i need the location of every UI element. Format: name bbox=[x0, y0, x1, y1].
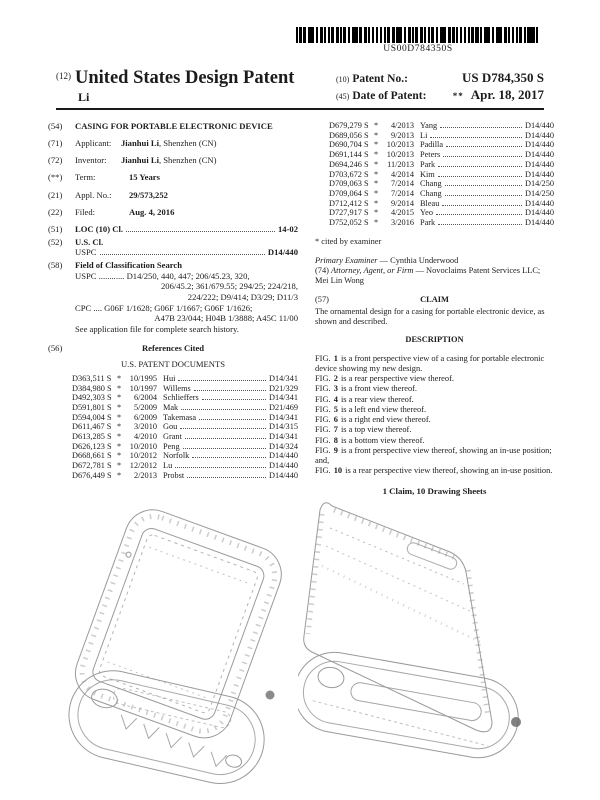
uscl-label: U.S. Cl. bbox=[75, 236, 104, 247]
citation-date: 4/2010 bbox=[133, 432, 157, 442]
inventor-name: Jianhui Li bbox=[121, 155, 159, 166]
citation-name: Kim bbox=[420, 169, 435, 179]
citation-class: D14/440 bbox=[268, 470, 298, 480]
citation-star: * bbox=[374, 218, 379, 228]
claim-title: CLAIM bbox=[420, 294, 449, 304]
citation-class: D21/329 bbox=[268, 383, 298, 393]
citation-date: 9/2013 bbox=[390, 130, 414, 140]
search-history-note: See application file for complete search history. bbox=[75, 323, 239, 334]
dot-leader bbox=[185, 438, 266, 439]
field-uspc-line1: USPC ............ D14/250, 440, 447; 206/45.23, 320, bbox=[75, 270, 250, 281]
citation-star: * bbox=[117, 432, 122, 442]
citation-number: D694,246 S bbox=[329, 159, 369, 169]
citation-star: * bbox=[117, 383, 122, 393]
citation-date: 10/2013 bbox=[386, 150, 414, 160]
fig-text: is a rear view thereof. bbox=[340, 394, 414, 404]
citation-name: Peng bbox=[163, 441, 180, 451]
citation-number: D626,123 S bbox=[72, 441, 112, 451]
dot-leader bbox=[183, 448, 266, 449]
citation-class: D14/440 bbox=[524, 169, 554, 179]
dot-leader bbox=[181, 409, 266, 410]
citation-number: D689,056 S bbox=[329, 130, 369, 140]
barcode-icon bbox=[296, 27, 540, 43]
citation-class: D21/469 bbox=[268, 402, 298, 412]
citation-name: Probst bbox=[163, 470, 185, 480]
citation-class: D14/341 bbox=[268, 412, 298, 422]
citation-name: Chang bbox=[420, 179, 442, 189]
applicant-entry bbox=[48, 138, 298, 149]
dot-leader bbox=[202, 399, 266, 400]
fig-text: is a front perspective view thereof, showing an in-use position; and, bbox=[315, 445, 552, 466]
barcode-number: US00D784350S bbox=[383, 44, 453, 54]
field-uspc-line3: 224/222; D9/414; D3/29; D11/3 bbox=[187, 291, 298, 302]
citation-name: Gou bbox=[163, 422, 178, 432]
citation-number: D676,449 S bbox=[72, 470, 112, 480]
description-heading bbox=[315, 335, 554, 345]
citation-name: Padilla bbox=[420, 140, 444, 150]
citation-name: Yang bbox=[420, 121, 438, 130]
filed-label: Filed: bbox=[75, 206, 96, 217]
citation-class: D14/440 bbox=[524, 121, 554, 130]
applicant-label: Applicant: bbox=[75, 138, 112, 149]
term-label: Term: bbox=[75, 172, 96, 183]
fig-label: FIG. bbox=[315, 353, 331, 363]
citation-row bbox=[329, 131, 554, 141]
citation-row bbox=[72, 471, 298, 481]
field-code: (**) bbox=[48, 172, 63, 183]
citation-star: * bbox=[117, 393, 122, 403]
citation-number: D690,704 S bbox=[329, 140, 369, 150]
citation-name: Hui bbox=[163, 373, 176, 383]
citation-date: 4/2013 bbox=[390, 121, 414, 130]
citation-row bbox=[329, 150, 554, 160]
figure-description-line bbox=[315, 446, 554, 467]
citation-star: * bbox=[374, 140, 379, 150]
citation-class: D14/440 bbox=[524, 208, 554, 218]
citation-row bbox=[329, 218, 554, 228]
citation-date: 11/2013 bbox=[387, 159, 414, 169]
citation-star: * bbox=[117, 373, 122, 383]
citation-star: * bbox=[374, 159, 379, 169]
citation-class: D14/324 bbox=[268, 441, 298, 451]
fig-text: is a bottom view thereof. bbox=[340, 435, 425, 445]
citation-date: 6/2009 bbox=[133, 412, 157, 422]
citation-row bbox=[72, 413, 298, 423]
dot-leader bbox=[445, 195, 522, 196]
dot-leader bbox=[438, 224, 522, 225]
citation-name: Chang bbox=[420, 188, 442, 198]
dot-leader bbox=[100, 254, 265, 255]
inventor-location: , Shenzhen (CN) bbox=[158, 155, 217, 166]
citation-class: D14/250 bbox=[524, 188, 554, 198]
dot-leader bbox=[443, 156, 522, 157]
citation-name: Lu bbox=[163, 461, 173, 471]
citation-number: D594,004 S bbox=[72, 412, 112, 422]
dot-leader bbox=[187, 477, 266, 478]
citation-class: D14/440 bbox=[524, 198, 554, 208]
citation-number: D384,980 S bbox=[72, 383, 112, 393]
dot-leader bbox=[438, 176, 522, 177]
cited-by-examiner-note: * cited by examiner bbox=[315, 236, 382, 246]
header-divider bbox=[56, 108, 544, 110]
date-code: (45) bbox=[336, 92, 350, 101]
citation-row bbox=[72, 374, 298, 384]
citation-date: 7/2014 bbox=[390, 179, 414, 189]
citation-class: D14/440 bbox=[524, 130, 554, 140]
separator: — bbox=[413, 266, 427, 276]
fig-number: 3 bbox=[333, 384, 338, 394]
citation-number: D712,412 S bbox=[329, 198, 369, 208]
citation-row bbox=[72, 461, 298, 471]
patent-number: US D784,350 S bbox=[462, 70, 544, 85]
citation-star: * bbox=[117, 422, 122, 432]
uspc-value: D14/440 bbox=[267, 247, 298, 258]
citation-date: 12/2012 bbox=[129, 461, 157, 471]
references-cited-title: References Cited bbox=[141, 342, 205, 353]
patent-no-label: Patent No.: bbox=[352, 73, 408, 85]
header bbox=[56, 68, 544, 105]
primary-examiner-line bbox=[315, 256, 554, 266]
citation-name: Peters bbox=[420, 150, 441, 160]
field-code: (21) bbox=[48, 189, 63, 200]
citation-class: D14/440 bbox=[524, 150, 554, 160]
citation-row bbox=[72, 451, 298, 461]
citation-number: D752,052 S bbox=[329, 218, 369, 228]
bibliographic-columns bbox=[48, 121, 554, 496]
citation-star: * bbox=[117, 441, 122, 451]
dot-leader bbox=[440, 127, 522, 128]
figure-description-line bbox=[315, 466, 554, 476]
separator: — bbox=[377, 255, 391, 265]
barcode-block bbox=[296, 27, 540, 54]
front-perspective-drawing bbox=[58, 494, 303, 796]
applicant-location: , Shenzhen (CN) bbox=[158, 138, 217, 149]
citation-class: D14/440 bbox=[524, 218, 554, 228]
citation-class: D14/341 bbox=[268, 393, 298, 403]
citation-date: 4/2014 bbox=[390, 169, 414, 179]
dot-leader bbox=[446, 146, 522, 147]
citation-star: * bbox=[374, 150, 379, 160]
field-code: (22) bbox=[48, 206, 63, 217]
citation-name: Schlieffers bbox=[163, 393, 199, 403]
fig-label: FIG. bbox=[315, 374, 331, 384]
citation-name: Li bbox=[420, 130, 428, 140]
fig-label: FIG. bbox=[315, 415, 331, 425]
fig-label: FIG. bbox=[315, 404, 331, 414]
citation-class: D14/341 bbox=[268, 432, 298, 442]
term-extension-stars: ** bbox=[452, 91, 464, 101]
us-class-entry bbox=[48, 237, 298, 258]
citation-number: D672,781 S bbox=[72, 461, 112, 471]
appl-value: 29/573,252 bbox=[129, 189, 168, 200]
citation-star: * bbox=[117, 461, 122, 471]
citation-row bbox=[329, 160, 554, 170]
loc-class-entry bbox=[48, 224, 298, 235]
dot-leader bbox=[442, 205, 522, 206]
citation-number: D591,801 S bbox=[72, 402, 112, 412]
us-patent-documents-heading: U.S. PATENT DOCUMENTS bbox=[120, 359, 226, 370]
citation-date: 9/2014 bbox=[390, 198, 414, 208]
field-code: (58) bbox=[48, 259, 63, 270]
citation-class: D14/440 bbox=[524, 159, 554, 169]
fig-number: 8 bbox=[333, 435, 338, 445]
claim-heading bbox=[315, 295, 554, 305]
uspc-label: USPC bbox=[75, 247, 97, 258]
dot-leader bbox=[199, 419, 266, 420]
dot-leader bbox=[180, 428, 266, 429]
dot-leader bbox=[178, 380, 266, 381]
citation-class: D14/315 bbox=[268, 422, 298, 432]
citation-row bbox=[72, 432, 298, 442]
loc-value: 14-02 bbox=[277, 223, 298, 234]
citation-name: Norfolk bbox=[163, 451, 190, 461]
dot-leader bbox=[194, 390, 266, 391]
appl-label: Appl. No.: bbox=[75, 189, 112, 200]
attorney-line bbox=[315, 266, 554, 287]
citation-date: 10/2013 bbox=[386, 140, 414, 150]
citation-date: 10/1995 bbox=[129, 373, 157, 383]
citation-date: 5/2009 bbox=[133, 402, 157, 412]
patent-number-row bbox=[336, 70, 544, 86]
citation-number: D709,063 S bbox=[329, 179, 369, 189]
filed-value: Aug. 4, 2016 bbox=[129, 206, 175, 217]
citation-date: 6/2004 bbox=[133, 393, 157, 403]
claim-sheets-note: 1 Claim, 10 Drawing Sheets bbox=[382, 485, 487, 496]
field-code: (51) bbox=[48, 223, 63, 234]
claim-text: The ornamental design for a casing for portable electronic device, as shown and described. bbox=[315, 306, 545, 327]
citations-table-left bbox=[48, 374, 298, 481]
inventor-label: Inventor: bbox=[75, 155, 107, 166]
field-code: (54) bbox=[48, 121, 63, 131]
patent-date: Apr. 18, 2017 bbox=[470, 87, 544, 102]
citation-number: D613,285 S bbox=[72, 432, 112, 442]
application-number-entry bbox=[48, 190, 298, 201]
citation-name: Park bbox=[420, 159, 436, 169]
citation-class: D14/341 bbox=[268, 373, 298, 383]
invention-title: CASING FOR PORTABLE ELECTRONIC DEVICE bbox=[75, 121, 273, 131]
invention-title-entry bbox=[48, 121, 298, 132]
field-cpc-line2: A47B 23/044; H04B 1/3888; A45C 11/00 bbox=[154, 313, 298, 324]
field-of-search-entry bbox=[48, 260, 298, 335]
citation-row bbox=[329, 170, 554, 180]
references-cited-heading bbox=[48, 343, 298, 354]
page-title: United States Design Patent bbox=[75, 68, 295, 88]
date-label: Date of Patent: bbox=[352, 90, 427, 102]
figure-description-line bbox=[315, 354, 554, 375]
citation-star: * bbox=[374, 130, 379, 140]
field-code: (52) bbox=[48, 236, 63, 247]
rear-perspective-drawing bbox=[298, 494, 558, 796]
citation-row bbox=[329, 121, 554, 131]
citation-row bbox=[72, 393, 298, 403]
citation-star: * bbox=[374, 169, 379, 179]
citation-star: * bbox=[117, 451, 122, 461]
fig-label: FIG. bbox=[315, 445, 331, 455]
citation-star: * bbox=[117, 412, 122, 422]
citation-row bbox=[329, 199, 554, 209]
kind-code: (12) bbox=[56, 71, 71, 81]
citation-class: D14/440 bbox=[268, 451, 298, 461]
fig-text: is a rear perspective view thereof. bbox=[340, 374, 454, 384]
citation-name: Bleau bbox=[420, 198, 440, 208]
fig-text: is a front perspective view of a casing for portable electronic device showing my new design. bbox=[315, 353, 545, 373]
citation-number: D679,279 S bbox=[329, 121, 369, 130]
left-column bbox=[48, 121, 298, 496]
citation-name: Yeo bbox=[420, 208, 433, 218]
citation-row bbox=[329, 208, 554, 218]
citation-row bbox=[72, 422, 298, 432]
citation-number: D703,672 S bbox=[329, 169, 369, 179]
field-cpc-line1: CPC .... G06F 1/1628; G06F 1/1667; G06F 1/1626; bbox=[75, 302, 253, 313]
fig-number: 10 bbox=[333, 466, 343, 476]
field-code: (56) bbox=[48, 342, 63, 353]
fig-number: 2 bbox=[333, 374, 338, 384]
citation-class: D14/440 bbox=[268, 461, 298, 471]
citations-table-right bbox=[315, 121, 554, 228]
inventor-entry bbox=[48, 155, 298, 166]
citation-name: Mak bbox=[163, 402, 179, 412]
figure-description-line bbox=[315, 405, 554, 415]
citation-number: D727,917 S bbox=[329, 208, 369, 218]
dot-leader bbox=[445, 185, 522, 186]
loc-label: LOC (10) Cl. bbox=[75, 223, 123, 234]
citation-number: D611,467 S bbox=[72, 422, 112, 432]
citation-class: D14/440 bbox=[524, 140, 554, 150]
citation-date: 10/2010 bbox=[129, 441, 157, 451]
patent-date-row bbox=[336, 87, 544, 103]
citation-row bbox=[329, 179, 554, 189]
citation-row bbox=[72, 384, 298, 394]
citation-name: Willems bbox=[163, 383, 191, 393]
citation-row bbox=[329, 140, 554, 150]
fig-number: 4 bbox=[333, 394, 338, 404]
dot-leader bbox=[430, 137, 522, 138]
citation-star: * bbox=[374, 121, 379, 130]
citation-star: * bbox=[117, 402, 122, 412]
citation-star: * bbox=[374, 188, 379, 198]
citation-date: 3/2010 bbox=[133, 422, 157, 432]
right-column bbox=[315, 121, 554, 496]
examiner-name: Cynthia Underwood bbox=[390, 255, 459, 265]
fig-text: is a left end view thereof. bbox=[340, 404, 427, 414]
citation-row bbox=[72, 442, 298, 452]
citation-date: 3/2016 bbox=[390, 218, 414, 228]
figure-description-line bbox=[315, 436, 554, 446]
citation-name: Takemasa bbox=[163, 412, 197, 422]
dot-leader bbox=[175, 467, 266, 468]
citation-star: * bbox=[374, 208, 379, 218]
examiner-label: Primary Examiner bbox=[315, 255, 378, 265]
figure-description-line bbox=[315, 384, 554, 394]
figure-description-line bbox=[315, 395, 554, 405]
filed-entry bbox=[48, 207, 298, 218]
dot-leader bbox=[438, 166, 522, 167]
fig-text: is a front view thereof. bbox=[340, 384, 418, 394]
field-code: (72) bbox=[48, 155, 63, 166]
dot-leader bbox=[436, 214, 522, 215]
fig-label: FIG. bbox=[315, 394, 331, 404]
field-code: (71) bbox=[48, 138, 63, 149]
figure-description-line bbox=[315, 374, 554, 384]
fig-label: FIG. bbox=[315, 384, 331, 394]
applicant-name: Jianhui Li bbox=[121, 138, 159, 149]
citation-star: * bbox=[374, 198, 379, 208]
description-title: DESCRIPTION bbox=[405, 335, 464, 345]
fig-number: 7 bbox=[333, 425, 338, 435]
fig-text: is a right end view thereof. bbox=[340, 415, 431, 425]
fig-label: FIG. bbox=[315, 435, 331, 445]
figure-description-line bbox=[315, 425, 554, 435]
citation-class: D14/250 bbox=[524, 179, 554, 189]
citation-date: 10/2012 bbox=[129, 451, 157, 461]
inventor-surname: Li bbox=[78, 90, 90, 104]
citation-date: 4/2015 bbox=[390, 208, 414, 218]
term-entry bbox=[48, 172, 298, 183]
fig-number: 9 bbox=[333, 445, 338, 455]
attorney-value: Novoclaims Patent Services LLC; Mei Lin Wong bbox=[315, 266, 541, 286]
figure-description-line bbox=[315, 415, 554, 425]
citation-row bbox=[72, 403, 298, 413]
fig-number: 1 bbox=[333, 353, 338, 363]
fig-number: 5 bbox=[333, 404, 338, 414]
citation-date: 2/2013 bbox=[133, 470, 157, 480]
citation-row bbox=[329, 189, 554, 199]
drawings-section bbox=[0, 494, 600, 800]
figure-descriptions bbox=[315, 354, 554, 477]
citation-number: D363,511 S bbox=[72, 373, 112, 383]
fig-text: is a top view thereof. bbox=[340, 425, 412, 435]
citation-star: * bbox=[117, 470, 122, 480]
citation-name: Grant bbox=[163, 432, 182, 442]
citation-number: D492,303 S bbox=[72, 393, 112, 403]
fig-text: is a rear perspective view thereof, showing an in-use position. bbox=[345, 466, 553, 476]
dot-leader bbox=[192, 457, 266, 458]
attorney-code: (74) bbox=[315, 266, 329, 276]
citation-number: D709,064 S bbox=[329, 188, 369, 198]
citation-number: D668,661 S bbox=[72, 451, 112, 461]
field-code: (57) bbox=[315, 294, 329, 304]
citation-name: Park bbox=[420, 218, 436, 228]
field-of-search-label: Field of Classification Search bbox=[75, 259, 183, 270]
citation-date: 7/2014 bbox=[390, 188, 414, 198]
field-uspc-line2: 206/45.2; 361/679.55; 294/25; 224/218, bbox=[160, 281, 298, 292]
dot-leader bbox=[126, 231, 275, 232]
header-left bbox=[56, 68, 294, 105]
fig-number: 6 bbox=[333, 415, 338, 425]
citation-star: * bbox=[374, 179, 379, 189]
header-right bbox=[336, 70, 544, 105]
patent-no-code: (10) bbox=[336, 75, 350, 84]
citation-number: D691,144 S bbox=[329, 150, 369, 160]
attorney-label: Attorney, Agent, or Firm bbox=[331, 266, 414, 276]
citation-date: 10/1997 bbox=[129, 383, 157, 393]
term-value: 15 Years bbox=[129, 172, 160, 183]
fig-label: FIG. bbox=[315, 425, 331, 435]
fig-label: FIG. bbox=[315, 466, 331, 476]
